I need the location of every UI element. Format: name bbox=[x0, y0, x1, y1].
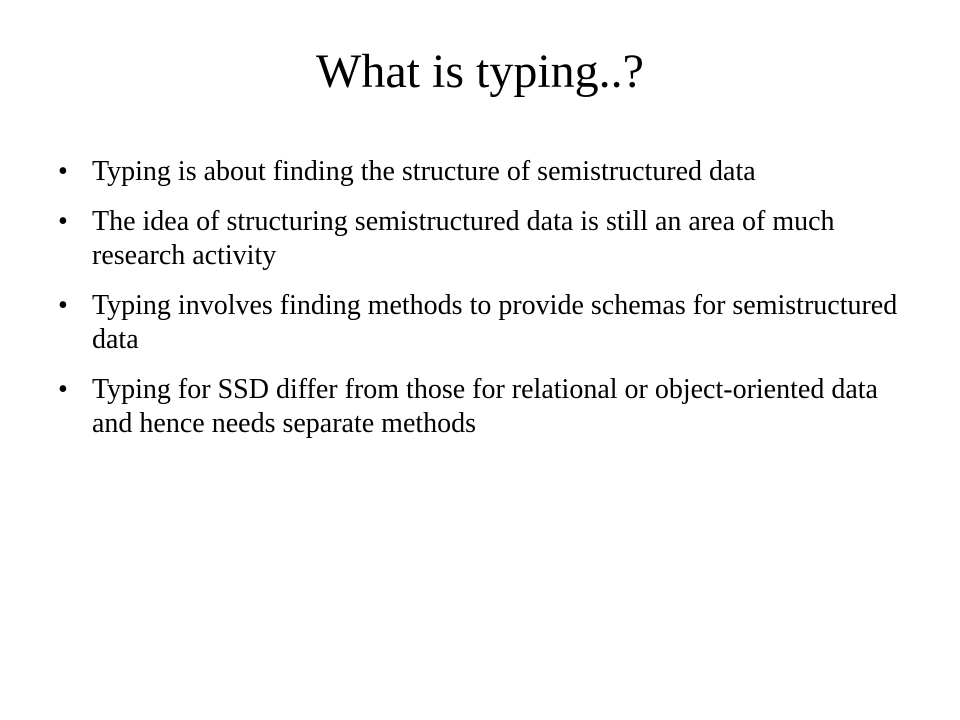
bullet-dot-icon: • bbox=[58, 374, 68, 405]
bullet-dot-icon: • bbox=[58, 290, 68, 321]
bullet-list bbox=[56, 155, 916, 457]
bullet-item bbox=[56, 289, 916, 357]
bullet-item bbox=[56, 373, 916, 441]
bullet-item bbox=[56, 155, 916, 189]
bullet-text: Typing involves finding methods to provide schemas for semistructured data bbox=[92, 290, 898, 355]
bullet-dot-icon: • bbox=[58, 206, 68, 237]
bullet-text: Typing for SSD differ from those for relational or object-oriented data and hence needs separate methods bbox=[92, 374, 878, 439]
bullet-text: Typing is about finding the structure of semistructured data bbox=[92, 156, 756, 187]
bullet-text: The idea of structuring semistructured data is still an area of much research activity bbox=[92, 206, 835, 271]
bullet-item bbox=[56, 205, 916, 273]
slide-title: What is typing..? bbox=[316, 45, 644, 98]
bullet-dot-icon: • bbox=[58, 156, 68, 187]
